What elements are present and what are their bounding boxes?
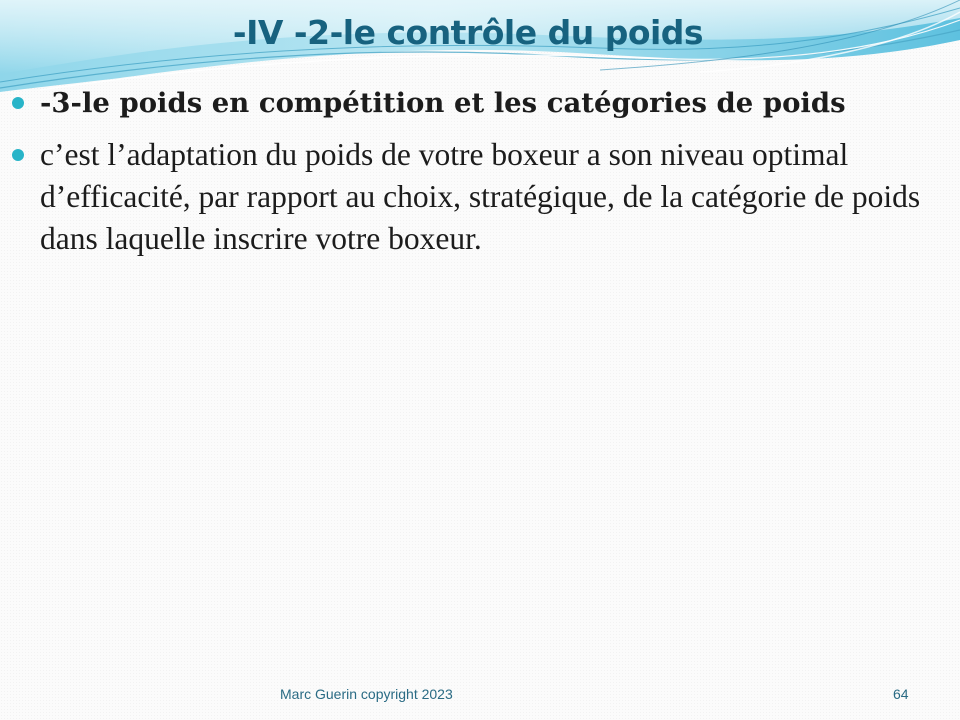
bullet-text: -3-le poids en compétition et les catégories de poids <box>40 87 846 119</box>
bullet-dot-icon <box>12 97 24 109</box>
slide-title: -IV -2-le contrôle du poids <box>232 13 704 52</box>
page-number: 64 <box>893 686 909 702</box>
footer-copyright: Marc Guerin copyright 2023 <box>280 686 453 702</box>
bullet-text: c’est l’adaptation du poids de votre boxeur a son niveau optimal d’efficacité, par rapport au choix, stratégique, de la catégorie de poids dans laquelle inscrire votre boxeur. <box>40 137 921 256</box>
bullet-dot-icon <box>12 149 24 161</box>
bullet-item <box>0 134 960 260</box>
bullet-item <box>0 84 960 122</box>
bullet-list <box>0 84 960 260</box>
